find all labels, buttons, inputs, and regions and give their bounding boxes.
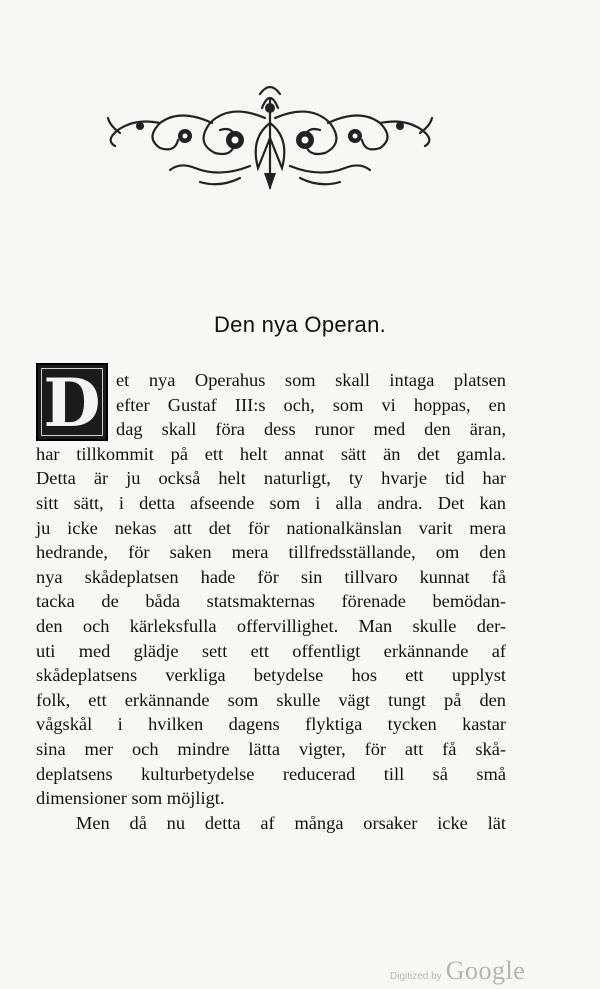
text-line: deplatsens kulturbetydelse reducerad till så små bbox=[36, 763, 506, 784]
text-line: et nya Operahus som skall intaga platsen bbox=[116, 370, 506, 390]
text-line: sitt sätt, i detta afseende som i alla andra. Det kan bbox=[36, 492, 506, 513]
text-line: sina mer och mindre lätta vigter, för att få skå- bbox=[36, 738, 506, 759]
body-text bbox=[36, 364, 506, 835]
text-line: tacka de båda statsmakternas förenade bemödan- bbox=[36, 591, 506, 612]
text-line: den och kärleksfulla offervillighet. Man skulle der- bbox=[36, 615, 506, 636]
text-line: efter Gustaf III:s och, som vi hoppas, en bbox=[116, 394, 506, 415]
digitized-by-google-watermark bbox=[390, 956, 530, 986]
text-line: Men då nu detta af många orsaker icke lät bbox=[76, 812, 506, 833]
text-line: skådeplatsens verkliga betydelse hos ett upplyst bbox=[36, 665, 506, 686]
text-line: uti med glädje sett ett offentligt erkännande af bbox=[36, 640, 506, 661]
text-line: Detta är ju också helt naturligt, ty hvarje tid har bbox=[36, 468, 506, 489]
digitized-by-label: Digitized by bbox=[390, 971, 442, 982]
text-line: hedrande, för saken mera tillfredsställande, om den bbox=[36, 542, 506, 563]
text-line: nya skådeplatsen hade för sin tillvaro kunnat få bbox=[36, 566, 506, 587]
google-logo: Google bbox=[445, 956, 526, 985]
text-line: ju icke nekas att det för nationalkänslan varit mera bbox=[36, 517, 506, 538]
drop-cap-letter: D bbox=[43, 364, 101, 441]
text-line: dimensioner som möjligt. bbox=[36, 788, 225, 809]
floral-ornament-icon bbox=[100, 78, 440, 193]
text-line: folk, ett erkännande som skulle vägt tungt på den bbox=[36, 689, 506, 710]
page-title: Den nya Operan. bbox=[213, 312, 387, 337]
text-line: dag skall föra dess runor med den äran, bbox=[116, 419, 506, 440]
text-line: vågskål i hvilken dagens flyktiga tycken kastar bbox=[36, 714, 506, 735]
text-line: har tillkommit på ett helt annat sätt än det gamla. bbox=[36, 443, 506, 464]
